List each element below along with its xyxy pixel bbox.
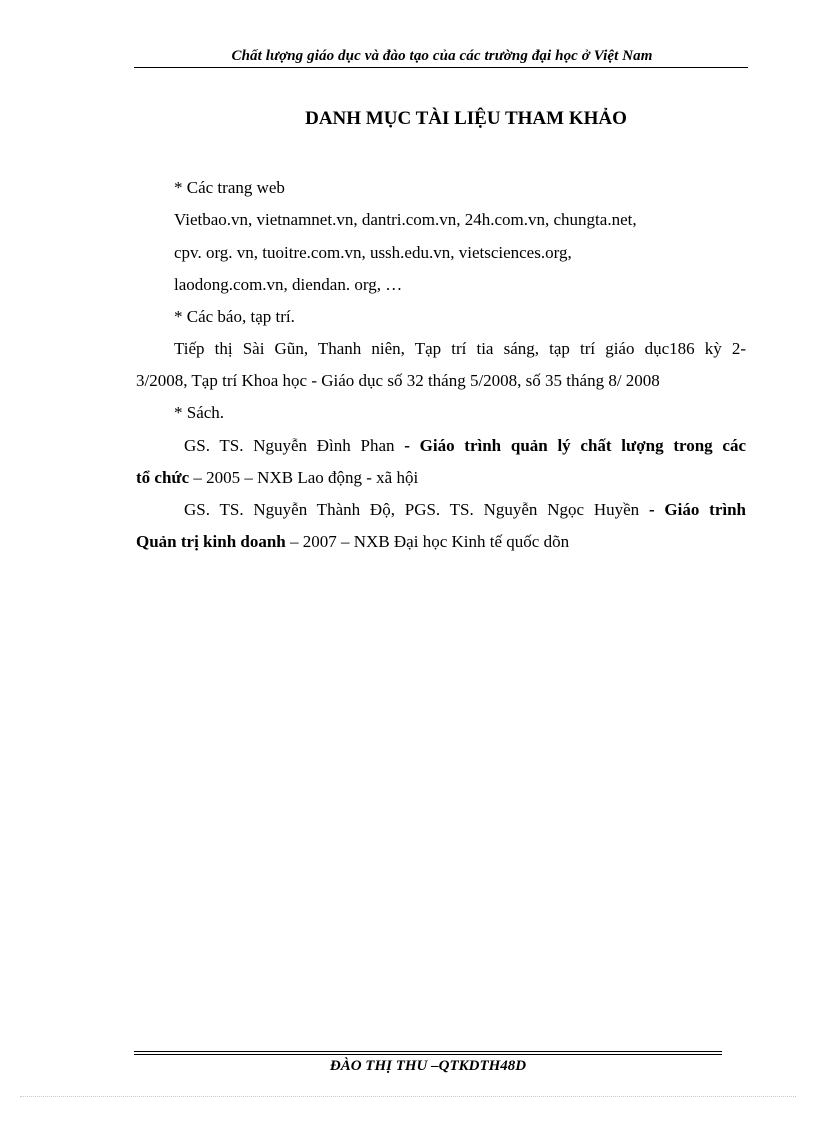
book-entry-2-line-2 <box>136 532 569 552</box>
web-list-line-3: laodong.com.vn, diendan. org, … <box>174 275 403 294</box>
press-heading: * Các báo, tạp trí. <box>174 307 295 326</box>
running-header: Chất lượng giáo dục và đào tạo của các trường đại học ở Việt Nam <box>231 48 653 64</box>
books-heading: * Sách. <box>174 403 225 422</box>
page-bottom-dotted-line <box>20 1096 796 1097</box>
web-list-line-2: cpv. org. vn, tuoitre.com.vn, ussh.edu.vn, vietsciences.org, <box>174 243 572 262</box>
book-2-publication: – 2007 – NXB Đại học Kinh tế quốc dõn <box>285 532 570 551</box>
book-1-authors: GS. TS. Nguyễn Đình Phan <box>184 436 395 455</box>
footer-rule-top <box>134 1051 722 1052</box>
press-list-line-2: 3/2008, Tạp trí Khoa học - Giáo dục số 32 tháng 5/2008, số 35 tháng 8/ 2008 <box>136 371 660 390</box>
running-footer: ĐÀO THỊ THU –QTKDTH48D <box>329 1058 527 1074</box>
book-entry-1-line-2 <box>136 468 418 488</box>
book-2-authors: GS. TS. Nguyễn Thành Độ, PGS. TS. Nguyễn Ngọc Huyền <box>184 500 640 519</box>
page-title: DANH MỤC TÀI LIỆU THAM KHẢO <box>305 108 627 129</box>
book-1-title-part-2: tổ chức <box>136 468 190 487</box>
web-list-line-1: Vietbao.vn, vietnamnet.vn, dantri.com.vn, 24h.com.vn, chungta.net, <box>174 210 637 229</box>
web-heading: * Các trang web <box>174 178 285 197</box>
footer-rule-bottom <box>134 1054 722 1055</box>
book-1-publication: – 2005 – NXB Lao động - xã hội <box>189 468 419 487</box>
book-2-title-part-1: - Giáo trình <box>648 500 747 519</box>
book-2-title-part-2: Quản trị kinh doanh <box>136 532 286 551</box>
header-rule <box>134 67 748 68</box>
book-entry-1-line-1 <box>184 436 746 456</box>
book-entry-2-line-1 <box>184 500 746 520</box>
book-1-title-part-1: - Giáo trình quản lý chất lượng trong các <box>404 436 746 455</box>
press-list-line-1: Tiếp thị Sài Gũn, Thanh niên, Tạp trí tia sáng, tạp trí giáo dục186 kỳ 2- <box>174 339 746 358</box>
